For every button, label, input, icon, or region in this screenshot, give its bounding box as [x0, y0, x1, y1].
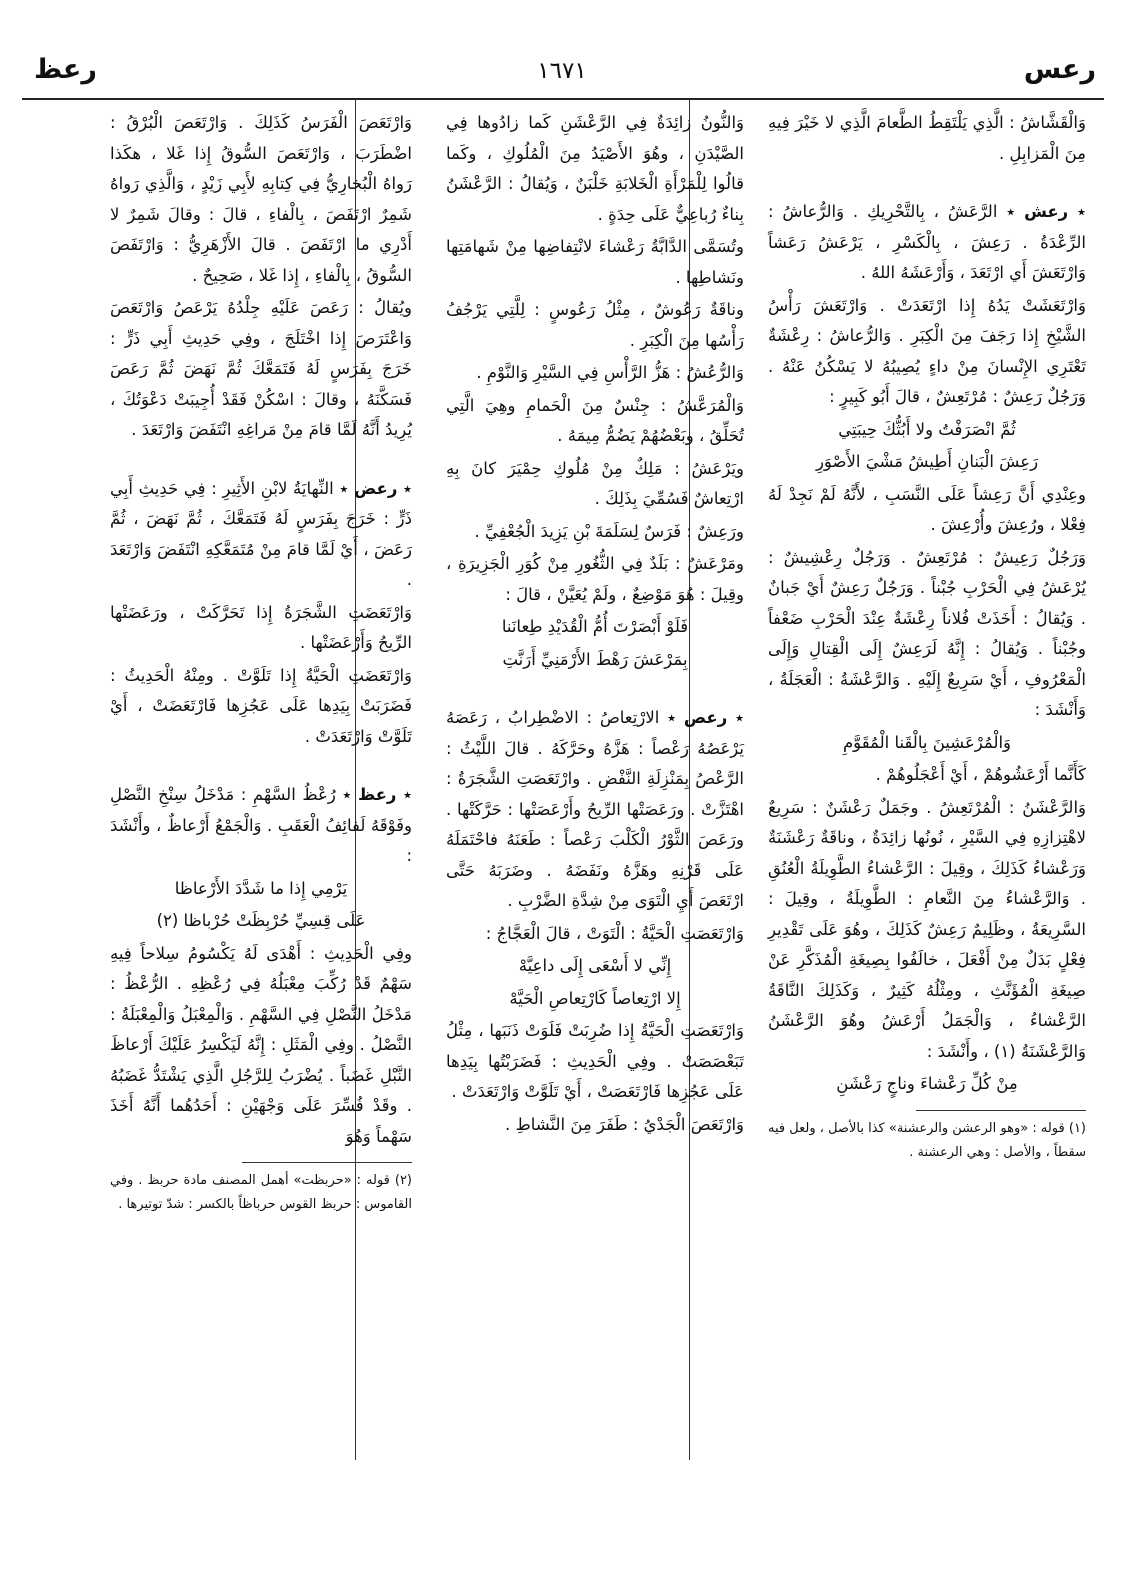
column-right [768, 108, 1086, 1167]
entry: ٭ رعظ ٭ رُعْظُ السَّهْمِ : مَدْخَلُ سِنْخِ النَّصْلِ وفَوْقَهُ لَفائِفُ الْعَقَبِ . وَالْجَمْعُ أَرْعاظٌ ، وأَنْشَدَ : [110, 785, 412, 865]
page-header [20, 54, 1104, 98]
paragraph: وَالْقَشَّاشُ : الَّذِي يَلْتَقِطُ الطَّعامَ الَّذِي لا خَيْرَ فِيهِ مِنَ الْمَزابِلِ . [768, 113, 1086, 163]
paragraph: كَأَنَّما أَرْعَشُوهُمْ ، أَيْ أَعْجَلُوهُمْ . [875, 765, 1086, 784]
paragraph: رُعْظُ السَّهْمِ : مَدْخَلُ سِنْخِ النَّصْلِ وفَوْقَهُ لَفائِفُ الْعَقَبِ . وَالْجَمْعُ أَرْعاظٌ ، وأَنْشَدَ : [110, 785, 412, 865]
verse: فَلَوْ أَبْصَرْتَ أُمُّ الْقُدَيْدِ طِعانَنا [501, 617, 689, 636]
footnote-rule [916, 1110, 1086, 1111]
paragraph: وَالرَّعْشَنُ : الْمُرْتَعِشُ . وجَمَلٌ رَعْشَنٌ : سَرِيعٌ لاهْتِزازِهِ فِي السَّيْرِ ، نُونُها زائِدَةٌ ، وناقَةٌ رَعْشَنَةٌ وَرَعْشاءُ كَذَلِكَ ، وقِيلَ : الرَّعْشاءُ الطَّوِيلَةُ الْعُنُقِ . وَالرَّعْشاءُ مِنَ النَّعامِ : الطَّوِيلَةُ ، وقِيلَ : السَّرِيعَةُ ، وظَلِيمٌ رَعِشٌ كَذَلِكَ ، وهُوَ عَلَى تَقْدِيرِ فِعْلٍ بَدَلٌ مِنْ أَفْعَلَ ، خالَفُوا بِصِيغَةِ الْمُذَكَّرِ عَنْ صِيغَةِ الْمُؤَنَّثِ ، ومِثْلُهُ كَثِيرٌ ، وَكَذَلِكَ النَّاقَةُ الرَّعْشاءُ ، وَالْجَمَلُ أَرْعَشُ وهُوَ الرَّعْشَنُ وَالرَّعْشَنَةُ (١) ، وأَنْشَدَ : [768, 797, 1086, 1061]
paragraph: وفِي الْحَدِيثِ : أَهْدَى لَهُ يَكْسُومُ سِلاحاً فِيهِ سَهْمٌ قَدْ رُكِّبَ مِعْبَلُهُ فِي رُعْظِهِ . الرُّعْظُ : مَدْخَلُ النَّصْلِ فِي السَّهْمِ . وَالْمِعْبَلُ وَالْمِعْبَلَةُ : النَّصْلُ . وفِي الْمَثَلِ : إِنَّهُ لَيَكْسِرُ عَلَيْكَ أَرْعاظَ النَّبْلِ غَضَباً . يُضْرَبُ لِلرَّجُلِ الَّذِي يَشْتَدُّ غَضَبُهُ . وقَدْ فُسِّرَ عَلَى وَجْهَيْنِ : أَحَدُهُما أَنَّهُ أَخَذَ سَهْماً وَهُوَ [110, 943, 412, 1146]
paragraph: وَالنُّونُ زائِدَةٌ فِي الرَّعْشَنِ كَما زادُوها فِي الصَّيْدَنِ ، وهُوَ الأَصْيَدُ مِنَ الْمُلُوكِ ، وكَما قالُوا لِلْمَرْأَةِ الْخَلابَةِ خَلْبَنٌ ، وَيُقالُ : الرَّعْشَنُ بِناءٌ رُباعِيٌّ عَلَى حِدَةٍ . [446, 113, 744, 224]
headword: رعض [354, 478, 398, 498]
footnote-rule [242, 1162, 412, 1163]
headword: رعش [1024, 202, 1069, 221]
paragraph: ومَرْعَشٌ : بَلَدٌ فِي الثُّغُورِ مِنْ كُوَرِ الْجَزِيرَةِ ، وقِيلَ : هُوَ مَوْضِعٌ ، ولَمْ يُعَيَّنْ ، قالَ : [446, 554, 744, 604]
paragraph: ورَعِشٌ : فَرَسٌ لِسَلَمَةَ بْنِ يَزِيدَ الْجُعْفِيِّ . [474, 521, 744, 541]
paragraph: النِّهايَةُ لابْنِ الأَثِيرِ : فِي حَدِيثِ أَبِي ذَرٍّ : خَرَجَ بِفَرَسٍ لَهُ فَتَمَعَّكَ ، ثُمَّ نَهَضَ ، ثُمَّ رَعَضَ ، أَيْ لَمَّا قامَ مِنْ مُتَمَعَّكِهِ انْتَفَضَ وَارْتَعَدَ . [110, 478, 412, 589]
paragraph: وَارْتَعَصَتِ الْحَيَّةُ إِذا ضُرِبَتْ فَلَوَتْ ذَنَبَها ، مِثْلُ تَبَعْصَصَتْ . وفِي الْحَدِيثِ : فَضَرَبْتُها بِيَدِها عَلَى عَجُزِها فَارْتَعَصَتْ ، أَيْ تَلَوَّتْ وَارْتَعَدَتْ . [446, 1021, 744, 1101]
paragraph: ويَرْعَشُ : مَلِكٌ مِنْ مُلُوكِ حِمْيَرَ كانَ بِهِ ارْتِعاشٌ فَسُمِّيَ بِذَلِكَ . [446, 458, 744, 508]
paragraph: الرَّعَشُ ، بِالتَّحْرِيكِ . وَالرُّعاشُ : الرِّعْدَةُ . رَعِشَ ، بِالْكَسْرِ ، يَرْعَشُ رَعَشاً وَارْتَعَشَ أَي ارْتَعَدَ ، وَأَرْعَشَهُ اللهُ . [768, 202, 1086, 282]
verse: عَلَى قِسِيِّ حُرْبِظَتْ حُرْباظا (٢) [156, 911, 366, 930]
verse: بِمَرْعَشَ رَهْطَ الأَرْمَنِيِّ أَرَنَّتِ [502, 649, 688, 669]
verse: رَعِشَ الْبَنانِ أَطِيشُ مَشْيَ الأَصْوَرِ [815, 452, 1039, 471]
paragraph: وَارْتَعَشَتْ يَدُهُ إِذا ارْتَعَدَتْ . وَارْتَعَشَ رَأْسُ الشَّيْخِ إِذا رَجَفَ مِنَ الْكِبَرِ . وَالرُّعاشُ : رِعْشَةٌ تَعْتَرِي الإِنْسانَ مِنْ داءٍ يُصِيبُهُ لا يَسْكُنُ عَنْهُ . وَرَجُلٌ رَعِشٌ : مُرْتَعِشٌ ، قالَ أَبُو كَبِيرٍ : [768, 295, 1086, 406]
verse: مِنْ كُلِّ رَعْشاءَ وناجٍ رَعْشَنِ [836, 1074, 1018, 1093]
entry: ٭ رعض ٭ النِّهايَةُ لابْنِ الأَثِيرِ : فِي حَدِيثِ أَبِي ذَرٍّ : خَرَجَ بِفَرَسٍ لَهُ فَتَمَعَّكَ ، ثُمَّ نَهَضَ ، ثُمَّ رَعَضَ ، أَيْ لَمَّا قامَ مِنْ مُتَمَعَّكِهِ انْتَفَضَ وَارْتَعَدَ . [110, 478, 412, 589]
headword: رعظ [357, 785, 397, 804]
entry: ٭ رعش ٭ الرَّعَشُ ، بِالتَّحْرِيكِ . وَالرُّعاشُ : الرِّعْدَةُ . رَعِشَ ، بِالْكَسْرِ ، يَرْعَشُ رَعَشاً وَارْتَعَشَ أَي ارْتَعَدَ ، وَأَرْعَشَهُ اللهُ . [768, 202, 1086, 282]
footnote: (٢) قوله : «حربظت» أهمل المصنف مادة حربظ . وفي القاموس : حربظ القوس حرباظاً بالكسر : شدّ توتيرها . [110, 1173, 412, 1212]
verse: إِنِّي لا أَسْعَى إِلَى داعِيَّهْ [518, 956, 672, 975]
paragraph: وَرَجُلٌ رَعِيشٌ : مُرْتَعِشٌ . وَرَجُلٌ رِعْشِيشٌ : يُرْعَشُ فِي الْحَرْبِ جُبْناً . وَرَجُلٌ رَعِشٌ أَيْ جَبانٌ . وَيُقالُ : أَخَذَتْ فُلاناً رِعْشَةٌ عِنْدَ الْحَرْبِ ضَعْفاً وجُبْناً . وَيُقالُ : إِنَّهُ لَرَعِشٌ إِلَى الْقِتالِ وَإِلَى الْمَعْرُوفِ ، أَيْ سَرِيعٌ إِلَيْهِ . وَالرَّعْشَةُ : الْعَجَلَةُ ، وَأَنْشَدَ : [768, 547, 1086, 719]
header-headword-left: رعظ [34, 54, 97, 85]
headword: رعص [683, 708, 728, 727]
paragraph: وَارْتَعَصَ الْفَرَسُ كَذَلِكَ . وَارْتَعَصَ الْبُرْقُ : اضْطَرَبَ ، وَارْتَعَصَ السُّوقُ إِذا غَلا ، هكَذا رَواهُ الْبُخارِيُّ فِي كِتابِهِ لأَبِي زَيْدٍ ، وَالَّذِي رَواهُ شَمِرٌ ارْتَفَصَ ، بِالْفاءِ ، قالَ : وقالَ شَمِرٌ لا أَدْرِي ما ارْتَفَصَ . قالَ الأَزْهَرِيُّ : وَارْتَفَصَ السُّوقُ ، بِالْفاءِ ، إِذا غَلا ، صَحِيحٌ . [110, 113, 412, 285]
paragraph: وَارْتَعَضَتِ الْحَيَّةُ إِذا تَلَوَّتْ . ومِنْهُ الْحَدِيثُ : فَضَرَبَتْ بِيَدِها عَلَى عَجُزِها فَارْتَعَضَتْ ، أَيْ تَلَوَّتْ وَارْتَعَدَتْ . [110, 665, 412, 746]
verse: وَالْمُرْعَشِينَ بِالْقَنا الْمُقَوَّمِ [842, 732, 1012, 752]
paragraph: وعِنْدِي أَنَّ رَعِشاً عَلَى النَّسَبِ ، لأَنَّهُ لَمْ نَجِدْ لَهُ فِعْلا ، ورُعِشَ وأُرْعِشَ . [768, 484, 1086, 534]
entry: ٭ رعص ٭ الارْتِعاصُ : الاضْطِرابُ ، رَعَصَهُ يَرْعَصُهُ رَعْصاً : هَزَّهُ وحَرَّكَهُ . قالَ اللَّيْثُ : الرَّعْصُ بِمَنْزِلَةِ النَّفْضِ . وارْتَعَصَتِ الشَّجَرَةُ : اهْتَزَّتْ . ورَعَصَتْها الرِّيحُ وأَرْعَصَتْها : حَرَّكَتْها . ورَعَصَ الثَّوْرُ الْكَلْبَ رَعْصاً : طَعَنَهُ فاحْتَمَلَهُ عَلَى قَرْنِهِ وهَزَّهُ ونَفَضَهُ . وضَرَبَهُ حَتَّى ارْتَعَصَ أَيِ الْتَوَى مِنْ شِدَّةِ الضَّرْبِ . [446, 708, 744, 910]
paragraph: وَارْتَعَضَتِ الشَّجَرَةُ إِذا تَحَرَّكَتْ ، ورَعَضَتْها الرِّيحُ وَأَرْعَضَتْها . [110, 602, 412, 652]
footnote: (١) قوله : «وهو الرعشن والرعشنة» كذا بالأصل ، ولعل فيه سقطاً ، والأصل : وهي الرعشنة . [768, 1120, 1086, 1160]
paragraph: وَارْتَعَصَ الْجَدْيُ : طَفَرَ مِنَ النَّشاطِ . [505, 1114, 744, 1134]
paragraph: وَارْتَعَصَتِ الْحَيَّةُ : الْتَوَتْ ، قالَ الْعَجَّاجُ : [485, 923, 744, 943]
header-rule [22, 98, 1104, 100]
page-number: ١٦٧١ [537, 58, 587, 84]
verse: ثُمَّ انْصَرَفْتُ ولا أَبُثُّكَ حِيبَتِي [838, 419, 1016, 439]
paragraph: الارْتِعاصُ : الاضْطِرابُ ، رَعَصَهُ يَرْعَصُهُ رَعْصاً : هَزَّهُ وحَرَّكَهُ . قالَ اللَّيْثُ : الرَّعْصُ بِمَنْزِلَةِ النَّفْضِ . وارْتَعَصَتِ الشَّجَرَةُ : اهْتَزَّتْ . ورَعَصَتْها الرِّيحُ وأَرْعَصَتْها : حَرَّكَتْها . ورَعَصَ الثَّوْرُ الْكَلْبَ رَعْصاً : طَعَنَهُ فاحْتَمَلَهُ عَلَى قَرْنِهِ وهَزَّهُ ونَفَضَهُ . وضَرَبَهُ حَتَّى ارْتَعَصَ أَيِ الْتَوَى مِنْ شِدَّةِ الضَّرْبِ . [446, 708, 744, 910]
paragraph: وتُسَمَّى الدَّابَّةُ رَعْشاءَ لانْتِفاضِها مِنْ شَهامَتِها ونَشاطِها . [446, 237, 744, 287]
header-headword-right: رعس [1023, 54, 1096, 85]
paragraph: وَالْمُرَعَّشُ : جِنْسٌ مِنَ الْحَمامِ وهِيَ الَّتِي تُحَلِّقُ ، وبَعْضُهُمْ يَضُمُّ مِيمَهُ . [446, 395, 744, 445]
paragraph: ويُقالُ : رَعَصَ عَلَيْهِ جِلْدُهُ يَرْعَصُ وَارْتَعَصَ وَاعْتَرَصَ إِذا اخْتَلَجَ ، وفِي حَدِيثِ أَبِي ذَرٍّ : خَرَجَ بِفَرَسٍ لَهُ فَتَمَعَّكَ ثُمَّ نَهَضَ ثُمَّ رَعَصَ فَسَكَّنَهُ ، وقالَ : اسْكُنْ فَقَدْ أُجِيبَتْ دَعْوَتُكَ ، يُرِيدُ أَنَّهُ لَمَّا قامَ مِنْ مَراغِهِ انْتَفَضَ وَارْتَعَدَ . [110, 298, 412, 439]
column-middle [446, 108, 744, 1142]
verse: إِلا ارْتِعاصاً كَارْتِعاصِ الْحَيَّهْ [509, 988, 681, 1008]
verse: يَرْمِي إِذا ما شَدَّدَ الأَرْعاظا [174, 878, 348, 898]
paragraph: وناقَةٌ رَعُوشٌ ، مِثْلُ رَعُوسٍ : لِلَّتِي يَرْجُفُ رَأْسُها مِنَ الْكِبَرِ . [446, 300, 744, 350]
paragraph: وَالرُّعُشُ : هَزُّ الرَّأْسِ فِي السَّيْرِ وَالنَّوْمِ . [476, 363, 744, 382]
column-left [110, 108, 412, 1219]
